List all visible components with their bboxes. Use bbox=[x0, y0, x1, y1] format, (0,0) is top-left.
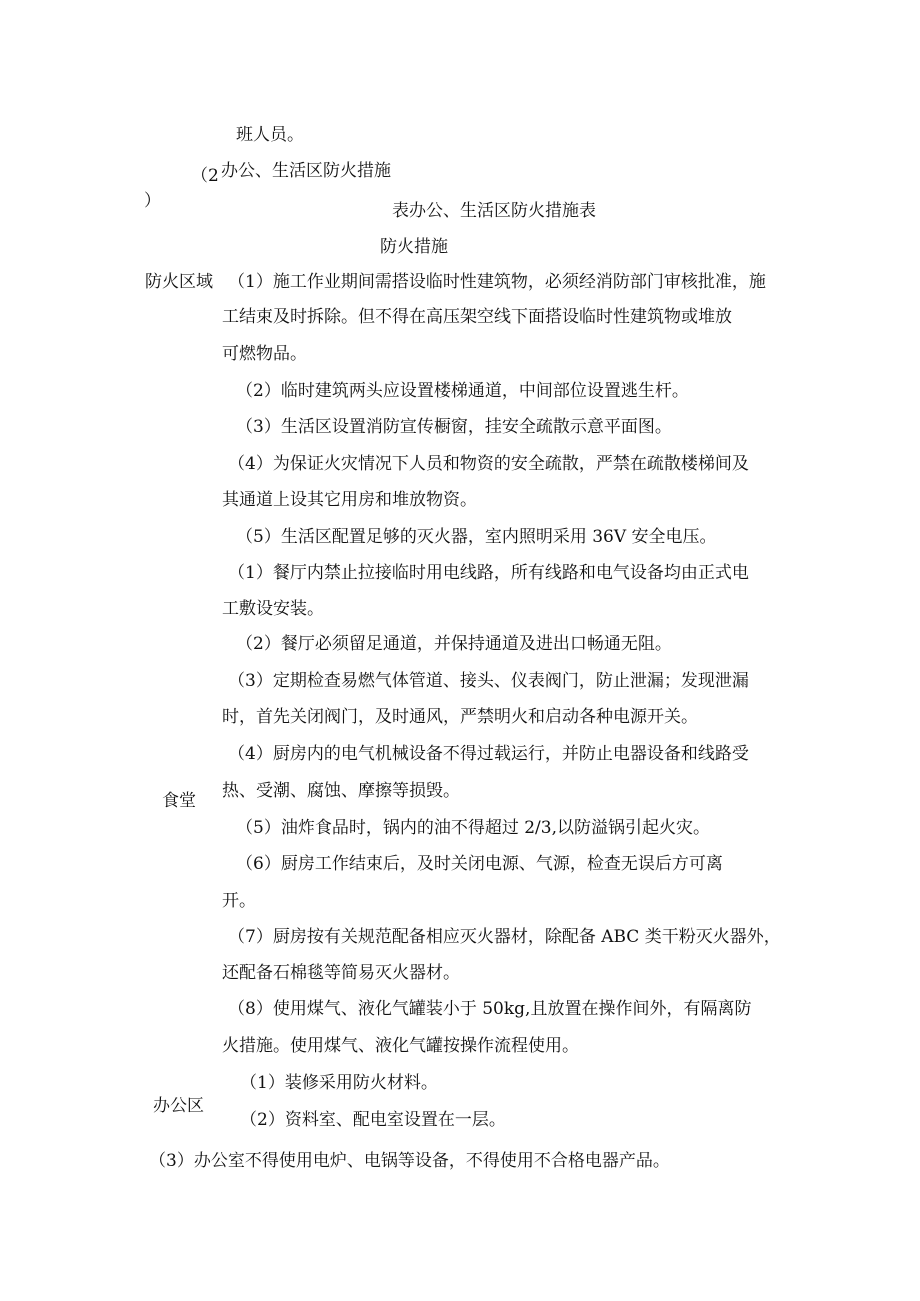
canteen-item-3-line-1: （3）定期检查易燃气体管道、接头、仪表阀门，防止泄漏；发现泄漏 bbox=[228, 671, 749, 691]
canteen-item-8-line-1: （8）使用煤气、液化气罐装小于 50kg,且放置在操作间外，有隔离防 bbox=[228, 999, 752, 1019]
living-item-1-line-3: 可燃物品。 bbox=[222, 344, 307, 364]
living-item-4-line-1: （4）为保证火灾情况下人员和物资的安全疏散，严禁在疏散楼梯间及 bbox=[228, 454, 749, 474]
canteen-item-4-line-2: 热、受潮、腐蚀、摩擦等损毁。 bbox=[222, 781, 460, 801]
living-item-4-line-2: 其通道上设其它用房和堆放物资。 bbox=[222, 490, 477, 510]
canteen-item-1-line-2: 工敷设安装。 bbox=[222, 599, 324, 619]
region-label-canteen: 食堂 bbox=[162, 791, 196, 811]
column-header-region: 防火区域 bbox=[145, 272, 213, 292]
section-heading: 办公、生活区防火措施 bbox=[221, 161, 391, 181]
region-label-office: 办公区 bbox=[153, 1096, 204, 1116]
table-caption: 表办公、生活区防火措施表 bbox=[392, 201, 596, 221]
canteen-item-3-line-2: 时，首先关闭阀门，及时通风，严禁明火和启动各种电源开关。 bbox=[222, 707, 698, 727]
living-item-2: （2）临时建筑两头应设置楼梯通道，中间部位设置逃生杆。 bbox=[236, 381, 689, 401]
intro-tail-text: 班人员。 bbox=[236, 125, 304, 145]
canteen-item-6-line-1: （6）厨房工作结束后，及时关闭电源、气源，检查无误后方可离 bbox=[236, 854, 723, 874]
living-item-1-line-2: 工结束及时拆除。但不得在高压架空线下面搭设临时性建筑物或堆放 bbox=[222, 307, 732, 327]
office-item-3: （3）办公室不得使用电炉、电锅等设备，不得使用不合格电器产品。 bbox=[149, 1151, 670, 1171]
office-item-1: （1）装修采用防火材料。 bbox=[240, 1073, 438, 1093]
canteen-item-6-line-2: 开。 bbox=[222, 891, 256, 911]
office-item-2: （2）资料室、配电室设置在一层。 bbox=[240, 1110, 506, 1130]
canteen-item-2: （2）餐厅必须留足通道，并保持通道及进出口畅通无阻。 bbox=[236, 634, 672, 654]
canteen-item-7-line-1: （7）厨房按有关规范配备相应灭火器材，除配备 ABC 类干粉灭火器外， bbox=[228, 927, 781, 947]
living-item-3: （3）生活区设置消防宣传橱窗，挂安全疏散示意平面图。 bbox=[236, 417, 672, 437]
canteen-item-7-line-2: 还配备石棉毯等简易灭火器材。 bbox=[222, 963, 460, 983]
canteen-item-1-line-1: （1）餐厅内禁止拉接临时用电线路，所有线路和电气设备均由正式电 bbox=[228, 563, 749, 583]
section-number-open: （2 bbox=[191, 166, 219, 186]
canteen-item-5: （5）油炸食品时，锅内的油不得超过 2/3,以防溢锅引起火灾。 bbox=[236, 818, 710, 838]
column-header-measures: 防火措施 bbox=[380, 237, 448, 257]
canteen-item-8-line-2: 火措施。使用煤气、液化气罐按操作流程使用。 bbox=[222, 1036, 579, 1056]
canteen-item-4-line-1: （4）厨房内的电气机械设备不得过载运行，并防止电器设备和线路受 bbox=[228, 744, 749, 764]
living-item-1-line-1: （1）施工作业期间需搭设临时性建筑物，必须经消防部门审核批准，施 bbox=[228, 272, 766, 292]
living-item-5: （5）生活区配置足够的灭火器，室内照明采用 36V 安全电压。 bbox=[236, 527, 717, 547]
section-number-close: ） bbox=[144, 191, 161, 211]
